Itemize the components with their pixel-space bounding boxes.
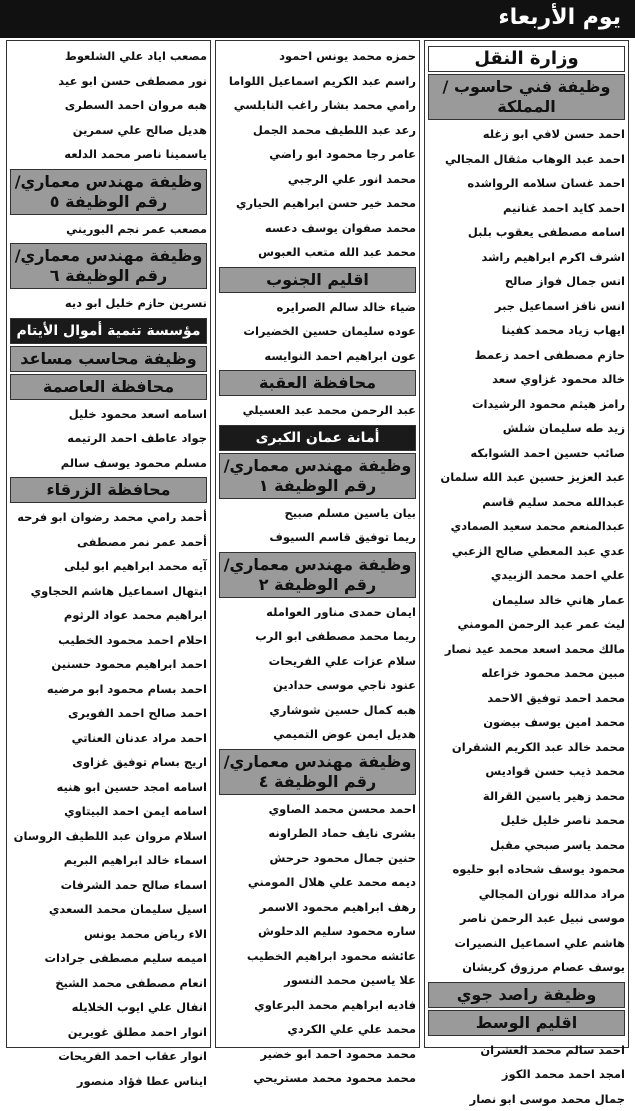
name-row: احمد ابراهيم محمود حسنين	[10, 652, 207, 677]
section-heading: وظيفة مهندس معماري/رقم الوظيفة ٢	[219, 552, 416, 598]
name-row: علا ياسين محمد النسور	[219, 968, 416, 993]
name-row: اسامه اسعد محمود خليل	[10, 402, 207, 427]
name-row: ايناس عطا فؤاد منصور	[10, 1069, 207, 1094]
section-heading: وظيفة محاسب مساعد	[10, 346, 207, 372]
name-row: ايهاب زياد محمد كفينا	[428, 318, 625, 343]
name-row: عبدالمنعم محمد سعيد الصمادي	[428, 514, 625, 539]
name-row: محمد ناصر خليل خليل	[428, 808, 625, 833]
section-heading: أمانة عمان الكبرى	[219, 425, 416, 451]
page-title: يوم الأربعاء	[498, 5, 621, 30]
name-row: عائشه محمود ابراهيم الخطيب	[219, 944, 416, 969]
name-row: مصعب اياد علي الشلعوط	[10, 44, 207, 69]
name-row: محمد خير حسن ابراهيم الحياري	[219, 191, 416, 216]
name-row: محمود يوسف شحاده ابو حليوه	[428, 857, 625, 882]
name-row: امجد احمد محمد الكوز	[428, 1062, 625, 1087]
name-row: اريج بسام توفيق غزاوى	[10, 750, 207, 775]
name-row: عبدالله محمد سليم قاسم	[428, 490, 625, 515]
page-header	[0, 0, 635, 38]
name-row: احمد حسن لافي ابو زغله	[428, 122, 625, 147]
name-row: هديل ايمن عوض التميمي	[219, 722, 416, 747]
name-row: انوار عقاب احمد الفريحات	[10, 1044, 207, 1069]
name-row: انعام مصطفى محمد الشيخ	[10, 971, 207, 996]
name-row: احمد صالح احمد الفويرى	[10, 701, 207, 726]
name-row: عوده سليمان حسين الخضيرات	[219, 319, 416, 344]
name-row: مالك محمد اسعد محمد عيد نصار	[428, 637, 625, 662]
name-row: نور مصطفى حسن ابو عيد	[10, 69, 207, 94]
name-row: عون ابراهيم احمد النوايسه	[219, 344, 416, 369]
name-row: احمد عبد الوهاب مثقال المجالي	[428, 147, 625, 172]
name-row: بيان ياسين مسلم صبيح	[219, 501, 416, 526]
name-row: اسامه مصطفى يعقوب بلبل	[428, 220, 625, 245]
name-row: أحمد رامي محمد رضوان ابو فرحه	[10, 505, 207, 530]
name-row: ياسمينا ناصر محمد الدلعه	[10, 142, 207, 167]
name-row: احمد مراد عدنان العناتي	[10, 726, 207, 751]
name-row: رامي محمد بشار راغب النابلسي	[219, 93, 416, 118]
name-row: بشرى نايف حماد الطراونه	[219, 821, 416, 846]
name-row: اسلام مروان عبد اللطيف الروسان	[10, 824, 207, 849]
name-row: محمد محمود محمد مستريحي	[219, 1066, 416, 1091]
name-row: علي احمد محمد الزبيدي	[428, 563, 625, 588]
name-row: انس جمال فواز صالح	[428, 269, 625, 294]
section-heading: محافظة العقبة	[219, 370, 416, 396]
name-row: مبين محمد محمود خزاعله	[428, 661, 625, 686]
name-row: ريما توفيق قاسم السيوف	[219, 525, 416, 550]
section-heading: اقليم الوسط	[428, 1010, 625, 1036]
name-row: جواد عاطف احمد الرتيمه	[10, 426, 207, 451]
name-row: انس نافز اسماعيل جبر	[428, 294, 625, 319]
name-row: اشرف اكرم ابراهيم راشد	[428, 245, 625, 270]
name-row: أحمد عمر نمر مصطفى	[10, 530, 207, 555]
section-heading: وظيفة مهندس معماري/رقم الوظيفة ٦	[10, 243, 207, 289]
name-row: نسرين حازم خليل ابو ديه	[10, 291, 207, 316]
name-row: رامز هيثم محمود الرشيدات	[428, 392, 625, 417]
name-row: محمد ذيب حسن قواديس	[428, 759, 625, 784]
name-row: ديمه محمد علي هلال المومني	[219, 870, 416, 895]
name-row: جمال محمد موسى ابو نصار	[428, 1087, 625, 1111]
section-heading: محافظة العاصمة	[10, 374, 207, 400]
name-row: اسماء خالد ابراهيم البريم	[10, 848, 207, 873]
name-row: عدي عبد المعطي صالح الزعبي	[428, 539, 625, 564]
name-row: عبد الرحمن محمد عبد العسيلي	[219, 398, 416, 423]
section-heading: اقليم الجنوب	[219, 267, 416, 293]
name-row: محمد زهير ياسين القرالة	[428, 784, 625, 809]
section-heading: وظيفة راصد جوي	[428, 982, 625, 1008]
name-row: محمد صفوان يوسف دعسه	[219, 216, 416, 241]
name-row: احلام احمد محمود الخطيب	[10, 628, 207, 653]
name-row: اسامه ايمن احمد البيتاوي	[10, 799, 207, 824]
name-row: عامر رجا محمود ابو راضي	[219, 142, 416, 167]
name-row: رهف ابراهيم محمود الاسمر	[219, 895, 416, 920]
name-row: حازم مصطفى احمد زعمط	[428, 343, 625, 368]
name-row: يوسف عصام مرزوق كريشان	[428, 955, 625, 980]
name-row: اميمه سليم مصطفى جرادات	[10, 946, 207, 971]
name-row: فاديه ابراهيم محمد البرعاوي	[219, 993, 416, 1018]
name-row: صائب حسين احمد الشوابكه	[428, 441, 625, 466]
name-row: احمد محسن محمد الصاوي	[219, 797, 416, 822]
name-row: عنود ناجي موسى حدادين	[219, 673, 416, 698]
name-row: ساره محمود سليم الدحلوش	[219, 919, 416, 944]
name-row: اسماء صالح حمد الشرفات	[10, 873, 207, 898]
name-row: ابتهال اسماعيل هاشم الحجاوي	[10, 579, 207, 604]
name-row: سلام عزات علي الفريحات	[219, 649, 416, 674]
name-row: محمد عبد الله متعب العبوس	[219, 240, 416, 265]
name-row: عبد العزيز حسين عبد الله سلمان	[428, 465, 625, 490]
name-row: اسامه امجد حسين ابو هنيه	[10, 775, 207, 800]
name-row: انوار احمد مطلق غويرين	[10, 1020, 207, 1045]
name-row: هاشم علي اسماعيل النصيرات	[428, 931, 625, 956]
name-row: محمد احمد توفيق الاحمد	[428, 686, 625, 711]
name-row: هبه مروان احمد السطرى	[10, 93, 207, 118]
name-row: زيد طه سليمان شلش	[428, 416, 625, 441]
section-heading: وظيفة فني حاسوب / المملكة	[428, 74, 625, 120]
name-row: مسلم محمود يوسف سالم	[10, 451, 207, 476]
name-row: محمد خالد عبد الكريم الشقران	[428, 735, 625, 760]
name-row: هبه كمال حسين شوشاري	[219, 698, 416, 723]
name-row: ليث عمر عبد الرحمن المومني	[428, 612, 625, 637]
column-1	[424, 40, 629, 1048]
name-row: رعد عبد اللطيف محمد الجمل	[219, 118, 416, 143]
name-row: حنين جمال محمود حرحش	[219, 846, 416, 871]
name-row: عمار هاني خالد سليمان	[428, 588, 625, 613]
name-row: خالد محمود غزاوي سعد	[428, 367, 625, 392]
columns-container	[6, 40, 629, 1048]
section-heading: وظيفة مهندس معماري/رقم الوظيفة ١	[219, 453, 416, 499]
name-row: هديل صالح علي سمرين	[10, 118, 207, 143]
column-3	[6, 40, 211, 1048]
name-row: ريما محمد مصطفى ابو الرب	[219, 624, 416, 649]
name-row: احمد سالم محمد العشران	[428, 1038, 625, 1063]
name-row: راسم عبد الكريم اسماعيل اللواما	[219, 69, 416, 94]
name-row: مصعب عمر نجم البوريني	[10, 217, 207, 242]
name-row: انفال علي ايوب الخلايله	[10, 995, 207, 1020]
name-row: احمد غسان سلامه الرواشده	[428, 171, 625, 196]
name-row: محمد انور علي الرجبي	[219, 167, 416, 192]
name-row: ابراهيم محمد عواد الرثوم	[10, 603, 207, 628]
name-row: احمد كايد احمد غنانيم	[428, 196, 625, 221]
section-heading: مؤسسة تنمية أموال الأيتام	[10, 318, 207, 344]
name-row: ضياء خالد سالم الصرايره	[219, 295, 416, 320]
name-row: الاء رياض محمد يونس	[10, 922, 207, 947]
name-row: حمزه محمد يونس احمود	[219, 44, 416, 69]
column-2	[215, 40, 420, 1048]
name-row: ايمان حمدى مناور العوامله	[219, 600, 416, 625]
name-row: محمد ياسر صبحي مقبل	[428, 833, 625, 858]
name-row: مراد مدالله نوران المجالي	[428, 882, 625, 907]
name-row: محمد محمود احمد ابو خضير	[219, 1042, 416, 1067]
name-row: محمد علي علي الكردي	[219, 1017, 416, 1042]
name-row: احمد بسام محمود ابو مرضيه	[10, 677, 207, 702]
name-row: آيه محمد ابراهيم ابو ليلى	[10, 554, 207, 579]
section-heading: وزارة النقل	[428, 46, 625, 72]
name-row: موسى نبيل عبد الرحمن ناصر	[428, 906, 625, 931]
section-heading: وظيفة مهندس معماري/رقم الوظيفة ٤	[219, 749, 416, 795]
section-heading: وظيفة مهندس معماري/رقم الوظيفة ٥	[10, 169, 207, 215]
section-heading: محافظة الزرقاء	[10, 477, 207, 503]
name-row: اسيل سليمان محمد السعدي	[10, 897, 207, 922]
name-row: محمد امين يوسف بيضون	[428, 710, 625, 735]
